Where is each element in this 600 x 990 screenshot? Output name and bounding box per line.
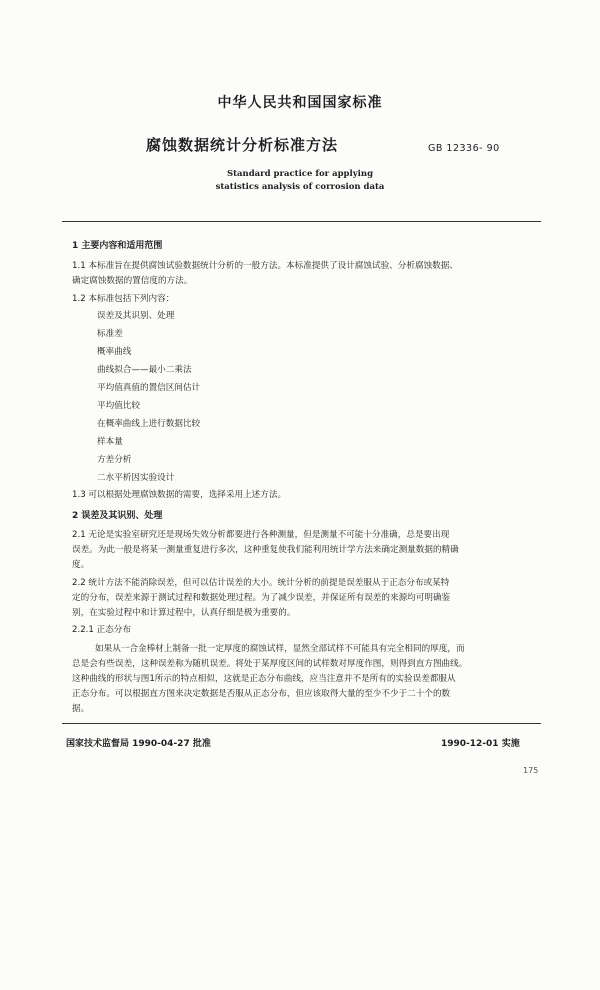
para-2-2-1-line-1: 如果从一合金棒材上制备一批一定厚度的腐蚀试样，显然全部试样不可能具有完全相同的厚度，而 <box>95 644 465 654</box>
list-item: 标准差 <box>97 329 123 339</box>
para-2-2-1-line-5: 据。 <box>72 704 90 714</box>
top-divider <box>62 221 541 222</box>
list-item: 在概率曲线上进行数据比较 <box>97 419 201 429</box>
list-item: 平均值真值的置信区间估计 <box>97 383 201 393</box>
para-2-1-line-3: 度。 <box>72 560 90 570</box>
para-2-2-1-line-2: 总是会有些误差，这种误差称为随机误差。将处于某厚度区间的试样数对厚度作图，则得到直方图曲线。 <box>72 659 468 669</box>
para-2-1-line-2: 误差。为此一般是将某一测量重复进行多次，这种重复使我们能利用统计学方法来确定测量数据的精确 <box>72 545 459 555</box>
standard-code: GB 12336- 90 <box>428 143 500 154</box>
effective-date: 1990-12-01 实施 <box>441 739 520 749</box>
para-2-2-line-2: 定的分布，误差来源于测试过程和数据处理过程。为了减少误差，并保证所有误差的来源均可明确鉴 <box>72 593 451 603</box>
document-title: 腐蚀数据统计分析标准方法 <box>146 136 339 154</box>
para-1-1-line-1: 1.1 本标准旨在提供腐蚀试验数据统计分析的一般方法。本标准提供了设计腐蚀试验、分析腐蚀数据、 <box>72 261 458 271</box>
para-1-2: 1.2 本标准包括下列内容： <box>72 294 175 304</box>
national-standard-heading: 中华人民共和国国家标准 <box>217 95 383 111</box>
bottom-divider <box>62 723 541 724</box>
section-2-heading: 2 误差及其识别、处理 <box>72 511 163 521</box>
para-2-2-1-line-4: 正态分布。可以根据直方图来决定数据是否服从正态分布，但应该取得大量的至少不少于二十个的数 <box>72 689 451 699</box>
list-item: 误差及其识别、处理 <box>97 311 175 321</box>
subsection-2-2-1-heading: 2.2.1 正态分布 <box>72 625 131 635</box>
para-2-2-1-line-3: 这种曲线的形状与图1所示的特点相似，这就是正态分布曲线，应当注意并不是所有的实验误差都服从 <box>72 674 456 684</box>
list-item: 平均值比较 <box>97 401 140 411</box>
list-item: 样本量 <box>97 437 123 447</box>
english-title-line-2: statistics analysis of corrosion data <box>215 182 385 192</box>
page-number: 175 <box>523 766 539 775</box>
list-item: 二水平析因实验设计 <box>97 473 175 483</box>
para-2-2-line-3: 别，在实验过程中和计算过程中，认真仔细是极为重要的。 <box>72 608 296 618</box>
list-item: 曲线拟合——最小二乘法 <box>97 365 192 375</box>
para-2-2-line-1: 2.2 统计方法不能消除误差，但可以估计误差的大小。统计分析的前提是误差服从于正态分布或某特 <box>72 578 450 588</box>
para-2-1-line-1: 2.1 无论是实验室研究还是现场失效分析都要进行各种测量，但是测量不可能十分准确，总是要出现 <box>72 530 450 540</box>
approval-date: 国家技术监督局 1990-04-27 批准 <box>66 739 211 749</box>
list-item: 概率曲线 <box>97 347 132 357</box>
english-title-line-1: Standard practice for applying <box>226 169 374 179</box>
para-1-3: 1.3 可以根据处理腐蚀数据的需要，选择采用上述方法。 <box>72 490 287 500</box>
para-1-1-line-2: 确定腐蚀数据的置信度的方法。 <box>72 276 193 286</box>
list-item: 方差分析 <box>97 455 132 465</box>
section-1-heading: 1 主要内容和适用范围 <box>72 241 163 251</box>
